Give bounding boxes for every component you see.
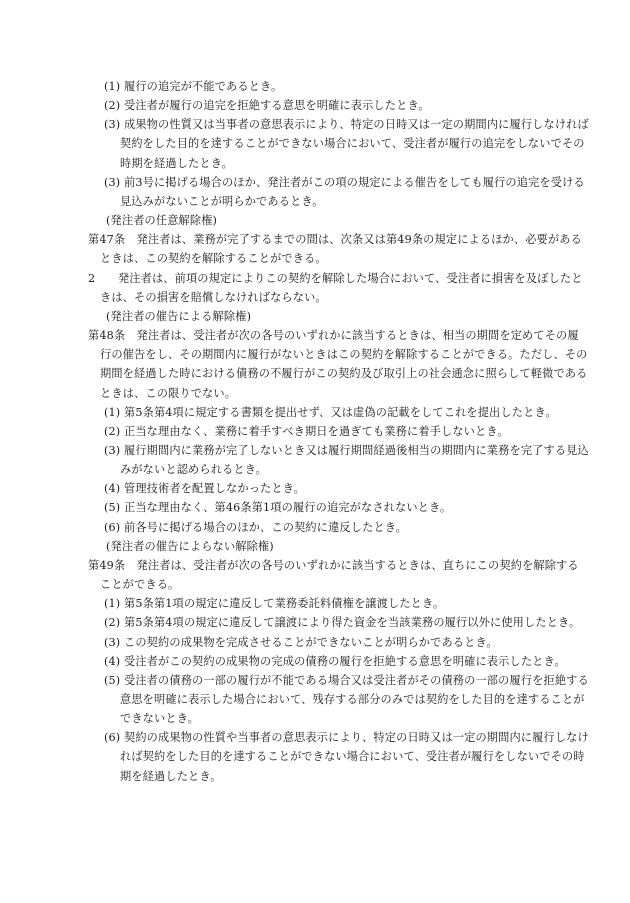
item-1: (1) 第5条第1項の規定に違反して業務委託料債権を譲渡したとき。 (104, 597, 445, 611)
article-47: 第47条 発注者は、業務が完了するまでの間は、次条又は第49条の規定によるほか、必要があるときは、この契約を解除することができる。 (88, 233, 582, 266)
section-heading: (発注者の任意解除権) (106, 214, 218, 228)
section-heading: (発注者の催告による解除権) (106, 309, 252, 323)
item-2: (2) 第5条第4項の規定に違反して譲渡により得た資金を当該業務の履行以外に使用したとき。 (104, 616, 581, 630)
item-3: (3) この契約の成果物を完成させることができないことが明らかであるとき。 (104, 635, 498, 649)
item-6: (6) 契約の成果物の性質や当事者の意思表示により、特定の日時又は一定の期間内に履行しなければ契約をした目的を達することができない場合において、受注者が履行をしないでその時期を経過したとき。 (104, 731, 589, 783)
item-4: (3) 前3号に掲げる場合のほか、発注者がこの項の規定による催告をしても履行の追完を受ける見込みがないことが明らかであるとき。 (104, 175, 585, 208)
item-5: (5) 正当な理由なく、第46条第1項の履行の追完がなされないとき。 (104, 501, 452, 515)
item-4: (4) 受注者がこの契約の成果物の完成の債務の履行を拒絶する意思を明確に表示したとき。 (104, 654, 566, 668)
item-2: (2) 受注者が履行の追完を拒絶する意思を明確に表示したとき。 (104, 99, 430, 113)
item-6: (6) 前各号に掲げる場合のほか、この契約に違反したとき。 (104, 520, 407, 534)
item-3: (3) 履行期間内に業務が完了しないとき又は履行期間経過後相当の期間内に業務を完了する見込みがないと認められるとき。 (104, 443, 589, 477)
item-4: (4) 管理技術者を配置しなかったとき。 (104, 482, 305, 496)
article-47-para-2: 2 発注者は、前項の規定によりこの契約を解除した場合において、受注者に損害を及ぼしたときは、その損害を賠償しなければならない。 (88, 271, 583, 304)
item-1: (1) 第5条第4項に規定する書類を提出せず、又は虚偽の記載をしてこれを提出したとき。 (104, 405, 557, 419)
item-1: (1) 履行の追完が不能であるとき。 (104, 80, 283, 93)
article-49: 第49条 発注者は、受注者が次の各号のいずれかに該当するときは、直ちにこの契約を解除することができる。 (88, 558, 579, 592)
item-3: (3) 成果物の性質又は当事者の意思表示により、特定の日時又は一定の期間内に履行しなければ契約をした目的を達することができない場合において、受注者が履行の追完をしないでその時期を経過したとき。 (104, 118, 589, 170)
item-5: (5) 受注者の債務の一部の履行が不能である場合又は受注者がその債務の一部の履行を拒絶する意思を明確に表示した場合において、残存する部分のみでは契約をした目的を達することができないとき。 (104, 673, 589, 726)
item-2: (2) 正当な理由なく、業務に着手すべき期日を過ぎても業務に着手しないとき。 (104, 424, 509, 438)
article-48: 第48条 発注者は、受注者が次の各号のいずれかに該当するときは、相当の期間を定めてその履行の催告をし、その期間内に履行がないときはこの契約を解除することができる。ただし、その期間を経過した時における債務の不履行がこの契約及び取引上の社会通念に照らして軽微であるときは、この限りでない。 (88, 329, 588, 400)
section-heading: (発注者の催告によらない解除権) (106, 539, 274, 553)
